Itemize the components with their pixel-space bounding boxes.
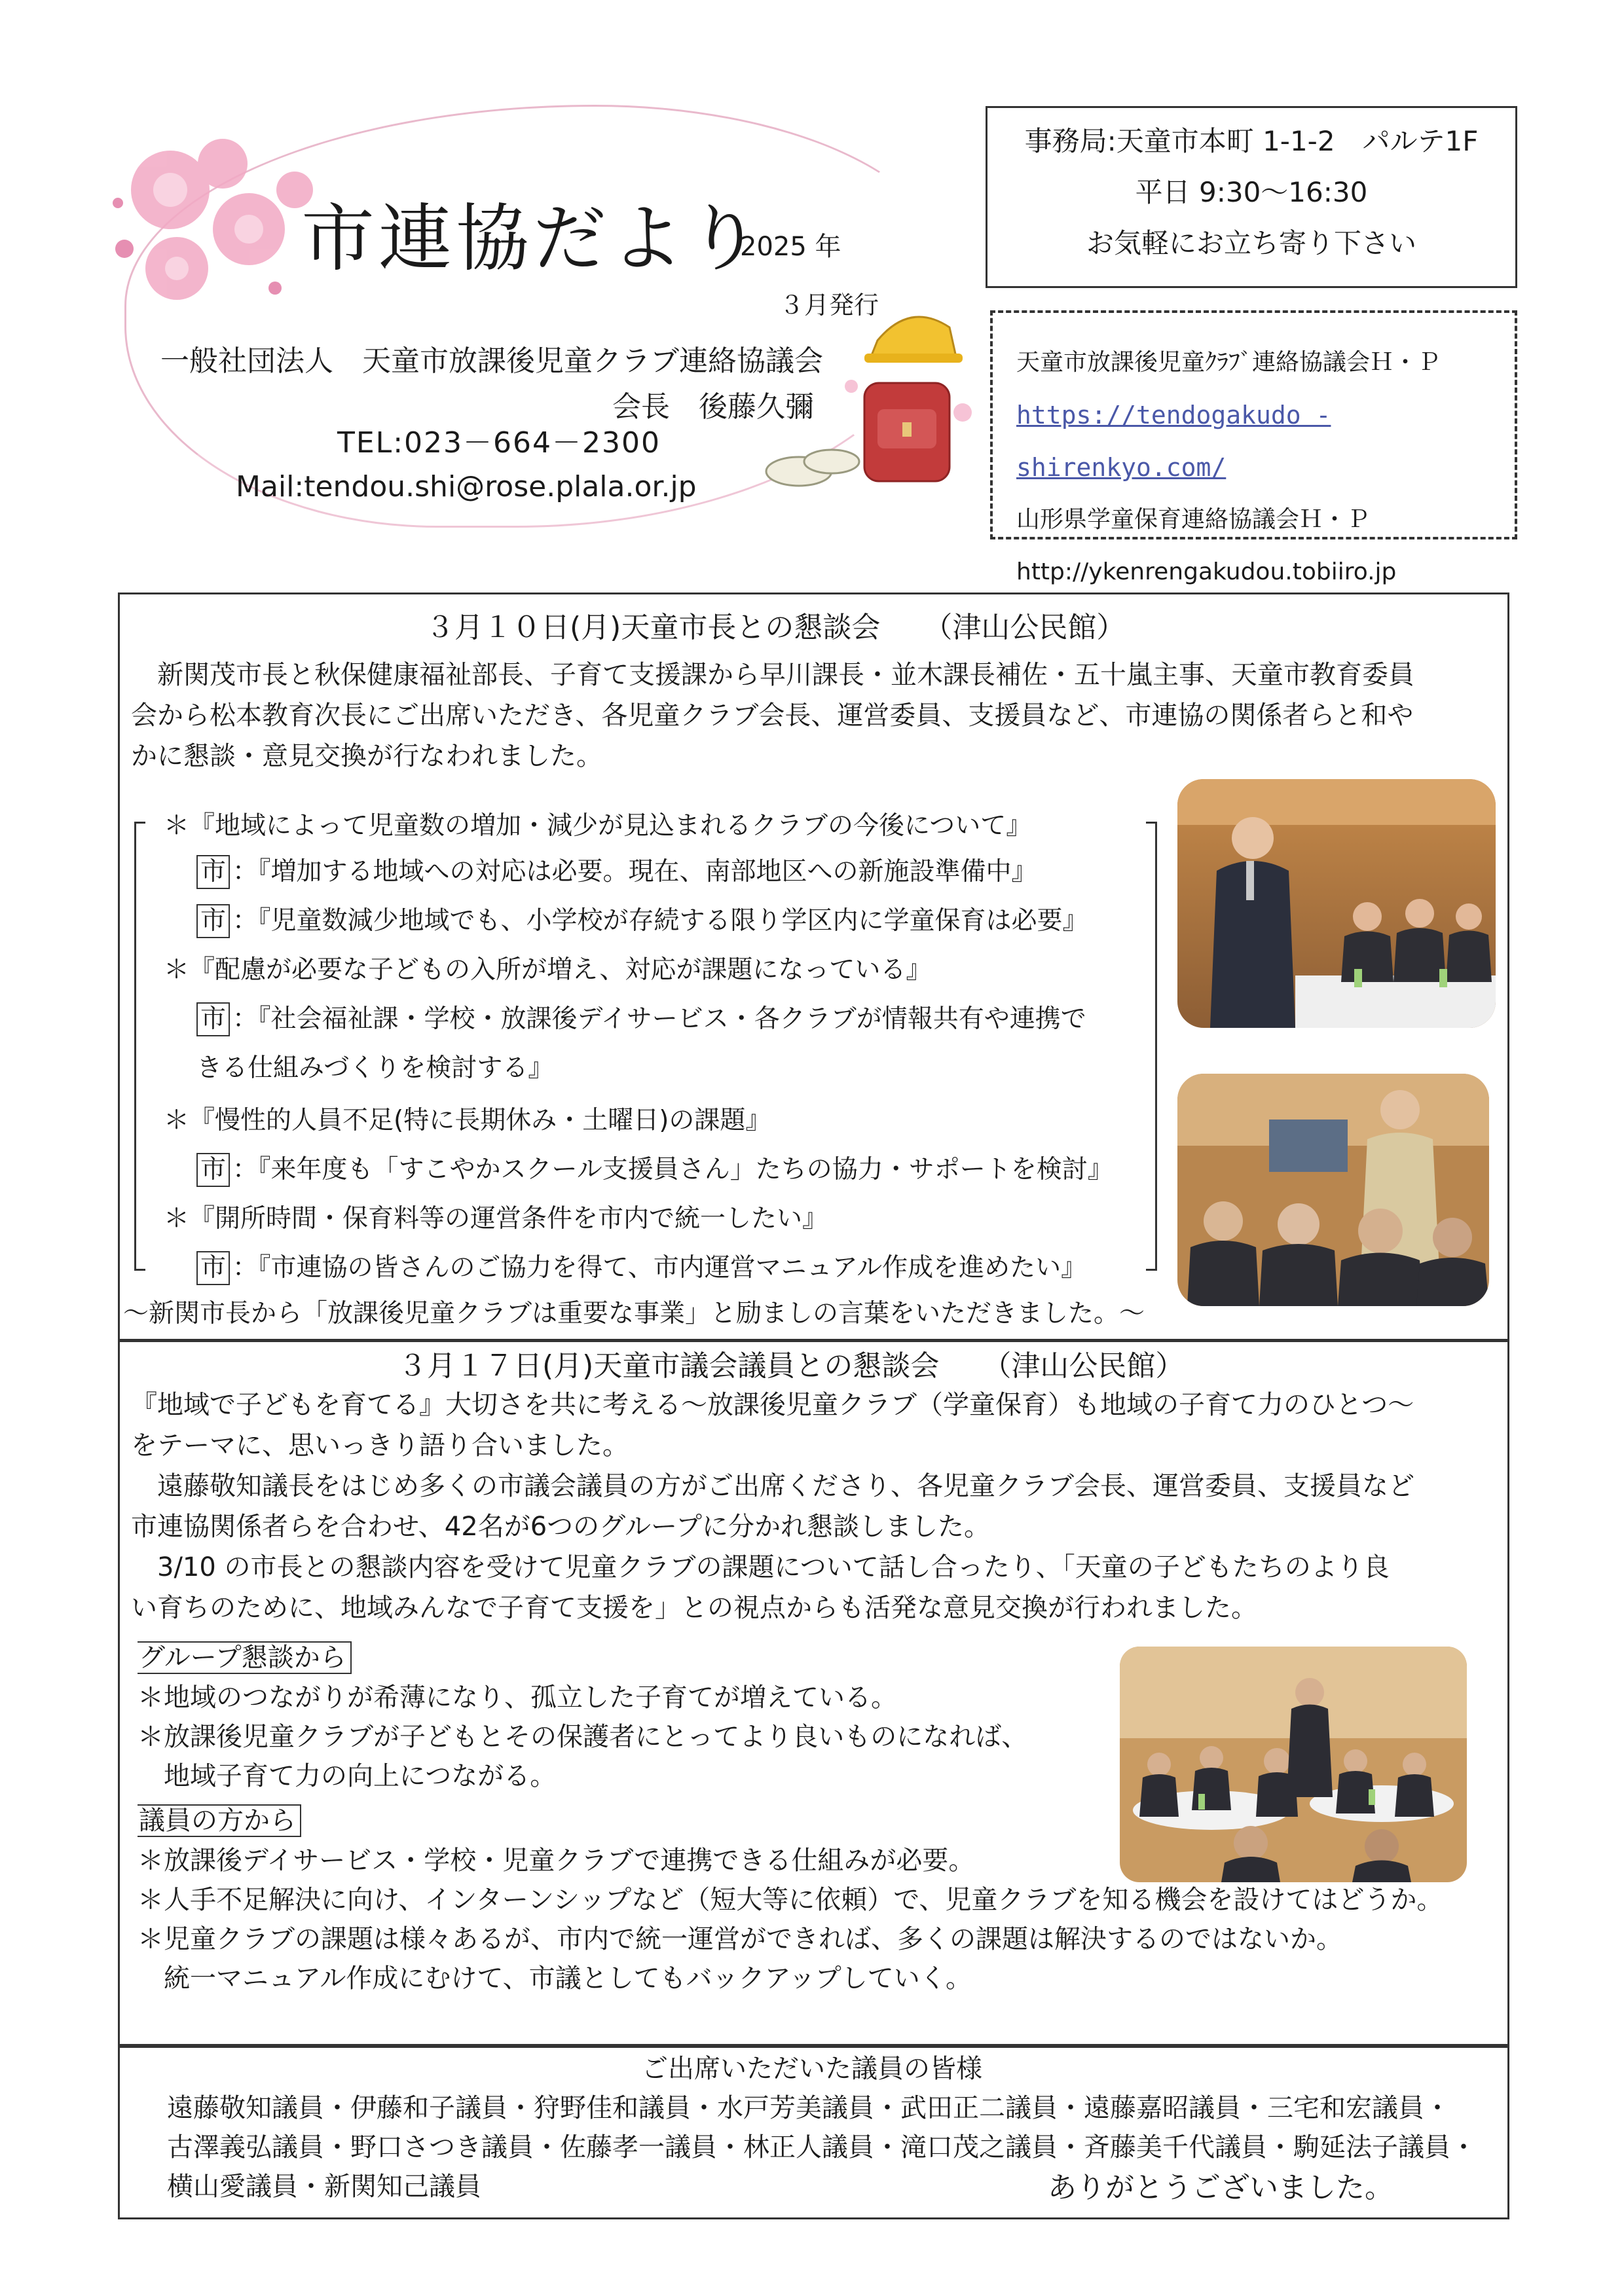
issue-year: 2025 年	[740, 232, 841, 262]
email[interactable]: Mail:tendou.shi@rose.plala.or.jp	[236, 470, 697, 503]
hp2-label: 山形県学童保育連絡協議会Ｈ・Ｐ	[1016, 506, 1371, 533]
intro-line: 市連協関係者らを合わせ、42名が6つのグループに分かれ懇談しました。	[131, 1512, 990, 1542]
group-discussion-heading: グループ懇談から	[138, 1641, 352, 1674]
intro-line: 遠藤敬知議長をはじめ多くの市議会議員の方がご出席くださり、各児童クラブ会長、運営委員、支援員など	[131, 1471, 1414, 1501]
intro-line: 『地域で子どもを育てる』大切さを共に考える～放課後児童クラブ（学童保育）も地域の子育て力のひとつ～	[131, 1390, 1414, 1420]
telephone: TEL:023－664－2300	[337, 426, 661, 460]
answer-line	[196, 1247, 1086, 1285]
member-item: ＊人手不足解決に向け、インターンシップなど（短大等に依頼）で、児童クラブを知る機会を設けてはどうか。	[138, 1885, 1443, 1915]
answer-text: ：『児童数減少地域でも、小学校が存続する限り学区内に学童保育は必要』	[232, 906, 1088, 936]
organization-name: 一般社団法人 天童市放課後児童クラブ連絡協議会	[160, 344, 823, 378]
section2-intro	[131, 1385, 1500, 1628]
school-bag-icon	[864, 383, 950, 481]
answer-continuation: きる仕組みづくりを検討する』	[196, 1053, 554, 1083]
thanks-message: ありがとうございました。	[1048, 2171, 1393, 2204]
answer-text: ：『社会福祉課・学校・放課後デイサービス・各クラブが情報共有や連携で	[232, 1004, 1086, 1034]
intro-line: をテーマに、思いっきり語り合いました。	[131, 1430, 629, 1461]
member-item: ＊放課後デイサービス・学校・児童クラブで連携できる仕組みが必要。	[138, 1846, 975, 1876]
group-item: ＊放課後児童クラブが子どもとその保護者にとってより良いものになれば、	[138, 1722, 1028, 1752]
group-item: ＊地域のつながりが希薄になり、孤立した子育てが増えている。	[138, 1683, 897, 1713]
intro-line: 会から松本教育次長にご出席いただき、各児童クラブ会長、運営委員、支援員など、市連協の関係者らと和や	[131, 701, 1414, 731]
cherry-blossom-illustration	[98, 118, 314, 334]
office-address: 事務局:天童市本町 1-1-2 パルテ1F	[1024, 125, 1479, 157]
topic-3: ＊『慢性的人員不足(特に長期休み・土曜日)の課題』	[164, 1106, 771, 1135]
office-note: お気軽にお立ち寄り下さい	[1086, 227, 1416, 259]
council-members-heading: 議員の方から	[138, 1804, 301, 1837]
photo-mayor-speaking	[1177, 779, 1496, 1028]
city-tag: 市	[196, 855, 230, 889]
hp2-link[interactable]: http://ykenrengakudou.tobiiro.jp	[1016, 558, 1397, 585]
city-tag: 市	[196, 1153, 230, 1187]
answer-line	[196, 1149, 1113, 1187]
links-box	[990, 310, 1517, 585]
section1-intro	[131, 655, 1500, 776]
intro-line: 3/10 の市長との懇談内容を受けて児童クラブの課題について話し合ったり、「天童の子どもたちのより良	[131, 1552, 1390, 1582]
member-item: 統一マニュアル作成にむけて、市議としてもバックアップしていく。	[138, 1963, 972, 1994]
left-bracket	[134, 822, 145, 1271]
photo-participant-speaking	[1177, 1074, 1489, 1306]
answer-line	[196, 998, 1086, 1036]
topic-2: ＊『配慮が必要な子どもの入所が増え、対応が課題になっている』	[164, 955, 932, 985]
answer-text: ：『増加する地域への対応は必要。現在、南部地区への新施設準備中』	[232, 857, 1037, 886]
hp1-link[interactable]: https://tendogakudo - shirenkyo.com/	[1016, 401, 1331, 482]
section3-heading: ご出席いただいた議員の皆様	[642, 2054, 982, 2084]
topic-1: ＊『地域によって児童数の増加・減少が見込まれるクラブの今後について』	[164, 811, 1032, 841]
yellow-hat-icon	[864, 317, 963, 363]
intro-line: かに懇談・意見交換が行なわれました。	[131, 741, 602, 771]
members-line: 横山愛議員・新関知己議員	[167, 2172, 481, 2202]
city-tag: 市	[196, 1251, 230, 1285]
right-bracket	[1146, 822, 1157, 1271]
hp1-label: 天童市放課後児童ｸﾗﾌﾞ連絡協議会Ｈ・Ｐ	[1016, 349, 1441, 376]
city-tag: 市	[196, 904, 230, 938]
section2-heading: ３月１７日(月)天童市議会議員との懇談会 （津山公民館）	[398, 1349, 1185, 1383]
member-item: ＊児童クラブの課題は様々あるが、市内で統一運営ができれば、多くの課題は解決するのではないか。	[138, 1924, 1342, 1954]
school-items-illustration	[753, 295, 982, 511]
section1-closing: ～新関市長から「放課後児童クラブは重要な事業」と励ましの言葉をいただきました。～	[123, 1299, 1145, 1328]
city-tag: 市	[196, 1002, 230, 1036]
members-line: 遠藤敬知議員・伊藤和子議員・狩野佳和議員・水戸芳美議員・武田正二議員・遠藤嘉昭議員・三宅和宏議員・	[167, 2093, 1450, 2123]
answer-line	[196, 851, 1037, 889]
intro-line: い育ちのために、地域みんなで子育て支援を」との視点からも活発な意見交換が行われました。	[131, 1593, 1257, 1623]
intro-line: 新関茂市長と秋保健康福祉部長、子育て支援課から早川課長・並木課長補佐・五十嵐主事、天童市教育委員	[131, 660, 1414, 690]
photo-group-discussion	[1120, 1647, 1467, 1882]
office-info-box	[986, 106, 1517, 288]
answer-text: ：『市連協の皆さんのご協力を得て、市内運営マニュアル作成を進めたい』	[232, 1253, 1087, 1283]
section1-heading: ３月１０日(月)天童市長との懇談会 （津山公民館）	[426, 611, 1126, 644]
answer-text: ：『来年度も「すこやかスクール支援員さん」たちの協力・サポートを検討』	[232, 1155, 1113, 1184]
office-hours: 平日 9:30～16:30	[1135, 176, 1368, 208]
issue-month: ３月発行	[779, 291, 879, 319]
indoor-shoes-icon	[766, 450, 859, 486]
answer-line	[196, 900, 1088, 938]
group-item: 地域子育て力の向上につながる。	[138, 1761, 557, 1791]
members-line: 古澤義弘議員・野口さつき議員・佐藤孝一議員・林正人議員・滝口茂之議員・斉藤美千代議員・駒延法子議員・	[167, 2132, 1477, 2162]
newsletter-title: 市連協だより	[301, 196, 765, 282]
president-name: 会長 後藤久彌	[612, 390, 814, 424]
topic-4: ＊『開所時間・保育料等の運営条件を市内で統一したい』	[164, 1204, 828, 1233]
